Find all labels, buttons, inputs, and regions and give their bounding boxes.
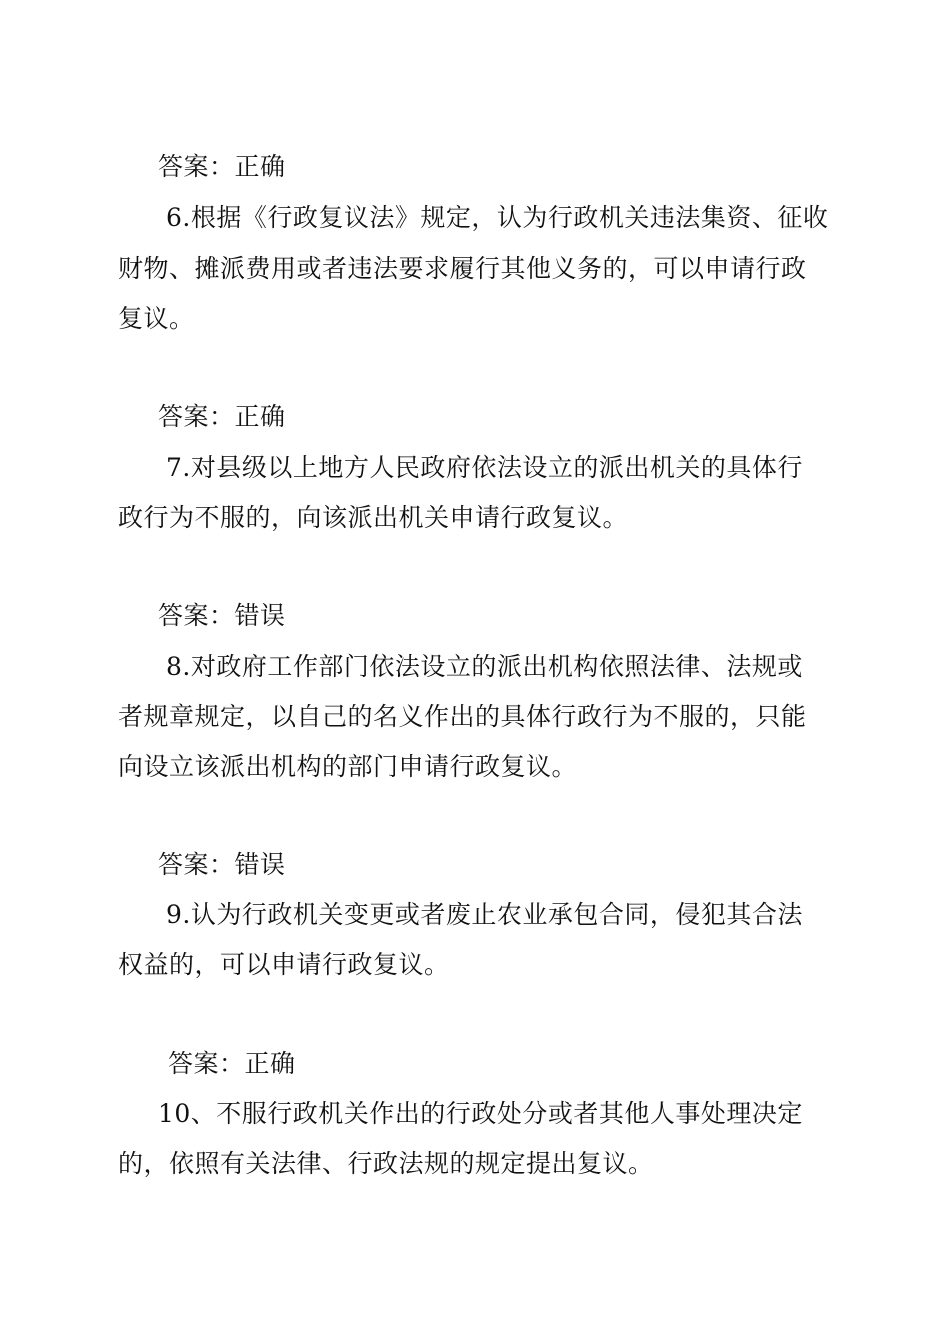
answer-9: 答案：正确 [168,1049,296,1078]
question-10-line-2: 的，依照有关法律、行政法规的规定提出复议。 [118,1149,654,1178]
question-9-line-2: 权益的，可以申请行政复议。 [118,950,450,979]
answer-7: 答案：错误 [158,601,286,630]
question-8-line-3: 向设立该派出机构的部门申请行政复议。 [118,752,578,781]
question-9-line-1: 9.认为行政机关变更或者废止农业承包合同，侵犯其合法 [166,900,803,929]
question-7-line-1: 7.对县级以上地方人民政府依法设立的派出机关的具体行 [166,453,803,482]
question-6-line-3: 复议。 [118,304,195,333]
question-6-line-2: 财物、摊派费用或者违法要求履行其他义务的，可以申请行政 [118,254,807,283]
question-7-line-2: 政行为不服的，向该派出机关申请行政复议。 [118,503,629,532]
question-8-line-1: 8.对政府工作部门依法设立的派出机构依照法律、法规或 [166,652,803,681]
question-8-line-2: 者规章规定，以自己的名义作出的具体行政行为不服的，只能 [118,702,807,731]
question-10-line-1: 10、不服行政机关作出的行政处分或者其他人事处理决定 [158,1099,803,1128]
answer-6: 答案：正确 [158,402,286,431]
answer-8: 答案：错误 [158,850,286,879]
answer-5: 答案：正确 [158,152,286,181]
question-6-line-1: 6.根据《行政复议法》规定，认为行政机关违法集资、征收 [166,203,829,232]
